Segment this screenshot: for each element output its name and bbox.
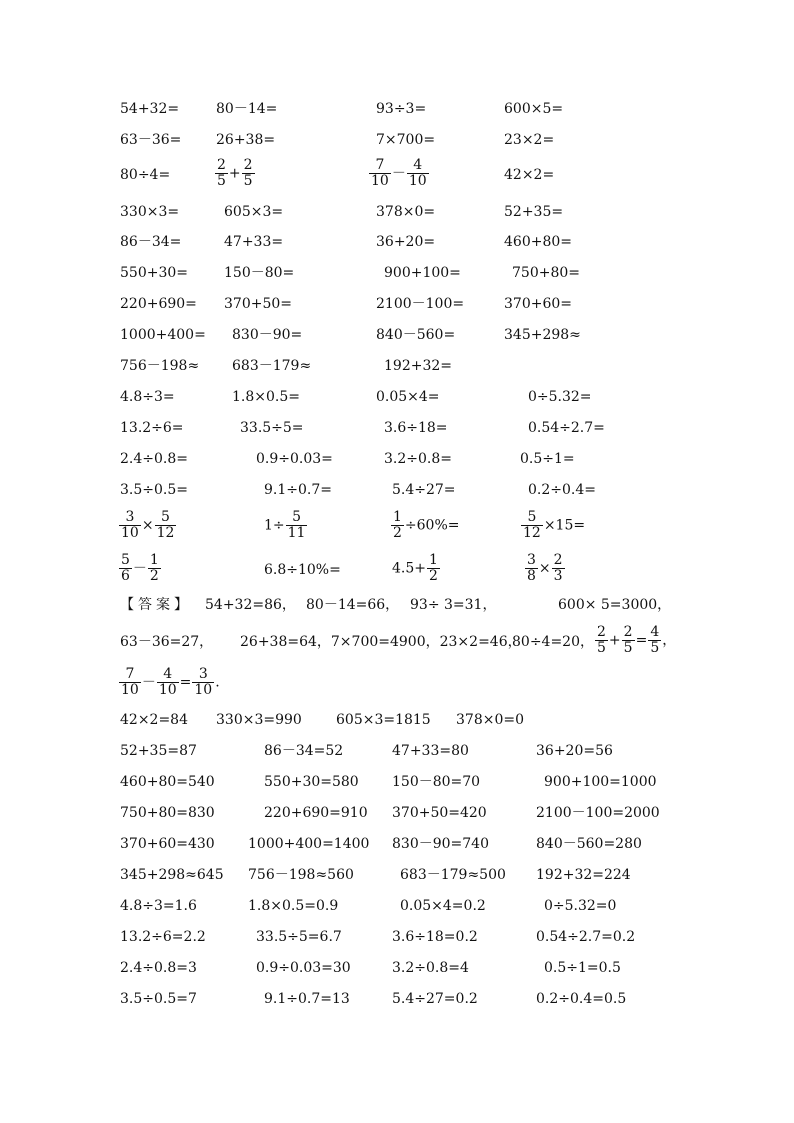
answer-a6-1: 460+80=540 xyxy=(120,774,215,790)
question-r14-c1: $\frac{3}{10}$ × $\frac{5}{12}$ xyxy=(121,509,175,541)
question-r12-c1: 2.4÷0.8= xyxy=(120,451,188,467)
question-r14-c3: $\frac{1}{2}$ ÷60%= xyxy=(393,509,460,541)
answer-a5-3: 47+33=80 xyxy=(392,743,469,759)
answer-a12-2: 0.9÷0.03=30 xyxy=(256,960,351,976)
question-r7-c3: 2100－100= xyxy=(376,296,465,312)
answer-a1-3: 93÷ 3=31， xyxy=(410,597,497,613)
answer-a9-2: 756－198≈560 xyxy=(248,867,354,883)
question-r3-c4: 42×2= xyxy=(504,167,555,183)
fraction: $\frac{3}{10}$ xyxy=(194,666,213,698)
question-r3-c1: 80÷4= xyxy=(120,167,171,183)
answer-a10-3: 0.05×4=0.2 xyxy=(400,898,486,914)
fraction: $\frac{2}{5}$ xyxy=(243,157,253,189)
fraction: $\frac{2}{5}$ xyxy=(217,157,226,189)
question-r11-c3: 3.6÷18= xyxy=(384,420,448,436)
question-r9-c2: 683－179≈ xyxy=(232,358,312,374)
answer-a11-1: 13.2÷6=2.2 xyxy=(120,929,206,945)
fraction: $\frac{5}{11}$ xyxy=(287,509,306,541)
answer-a4-1: 42×2=84 xyxy=(120,712,188,728)
question-r1-c3: 93÷3= xyxy=(376,101,427,117)
question-r10-c1: 4.8÷3= xyxy=(120,389,175,405)
answer-a12-3: 3.2÷0.8=4 xyxy=(392,960,469,976)
answer-a12-1: 2.4÷0.8=3 xyxy=(120,960,197,976)
question-r13-c4: 0.2÷0.4= xyxy=(528,482,596,498)
question-r12-c4: 0.5÷1= xyxy=(520,451,575,467)
answer-a12-4: 0.5÷1=0.5 xyxy=(544,960,621,976)
fraction: $\frac{2}{5}$ xyxy=(623,624,633,656)
answer-a11-3: 3.6÷18=0.2 xyxy=(392,929,478,945)
fraction: $\frac{3}{10}$ xyxy=(121,509,139,541)
question-r2-c2: 26+38= xyxy=(216,132,276,148)
answer-a6-2: 550+30=580 xyxy=(264,774,359,790)
question-r8-c1: 1000+400= xyxy=(120,327,206,343)
question-r4-c2: 605×3= xyxy=(224,204,284,220)
answer-a8-2: 1000+400=1400 xyxy=(248,836,370,852)
question-r15-c2: 6.8÷10%= xyxy=(264,562,341,578)
question-r6-c2: 150－80= xyxy=(224,265,295,281)
answer-a9-4: 192+32=224 xyxy=(536,867,631,883)
fraction: $\frac{3}{8}$ xyxy=(527,552,536,584)
question-r14-c2: 1÷ $\frac{5}{11}$ xyxy=(264,509,306,541)
answer-a9-3: 683－179≈500 xyxy=(400,867,506,883)
answer-a7-4: 2100－100=2000 xyxy=(536,805,660,821)
answer-a5-1: 52+35=87 xyxy=(120,743,197,759)
answer-a4-2: 330×3=990 xyxy=(216,712,302,728)
question-r15-c1: $\frac{5}{6}$ － $\frac{1}{2}$ xyxy=(121,552,159,584)
question-r6-c4: 750+80= xyxy=(512,265,580,281)
answer-a1-2: 80－14=66， xyxy=(306,597,400,613)
answer-a8-1: 370+60=430 xyxy=(120,836,215,852)
fraction: $\frac{4}{5}$ xyxy=(650,624,660,656)
question-r13-c3: 5.4÷27= xyxy=(392,482,456,498)
answer-a6-3: 150－80=70 xyxy=(392,774,481,790)
question-r10-c3: 0.05×4= xyxy=(376,389,440,405)
question-r5-c3: 36+20= xyxy=(376,234,436,250)
question-r3-c3: $\frac{7}{10}$ － $\frac{4}{10}$ xyxy=(371,157,427,189)
question-r11-c1: 13.2÷6= xyxy=(120,420,184,436)
question-r7-c4: 370+60= xyxy=(504,296,572,312)
question-r12-c3: 3.2÷0.8= xyxy=(384,451,452,467)
answer-a13-3: 5.4÷27=0.2 xyxy=(392,991,478,1007)
answer-a13-4: 0.2÷0.4=0.5 xyxy=(536,991,627,1007)
answer-a11-2: 33.5÷5=6.7 xyxy=(256,929,342,945)
fraction: $\frac{2}{3}$ xyxy=(553,552,563,584)
answer-a5-2: 86－34=52 xyxy=(264,743,344,759)
question-r15-c3: 4.5+ $\frac{1}{2}$ xyxy=(392,552,438,584)
question-r9-c1: 756－198≈ xyxy=(120,358,200,374)
answer-a8-4: 840－560=280 xyxy=(536,836,642,852)
question-r10-c2: 1.8×0.5= xyxy=(232,389,300,405)
answer-a4-3: 605×3=1815 xyxy=(336,712,431,728)
question-r14-c4: $\frac{5}{12}$ ×15= xyxy=(523,509,586,541)
question-r10-c4: 0÷5.32= xyxy=(528,389,592,405)
answer-a7-3: 370+50=420 xyxy=(392,805,487,821)
fraction: $\frac{1}{2}$ xyxy=(393,509,402,541)
fraction: $\frac{4}{10}$ xyxy=(408,157,427,189)
question-r1-c1: 54+32= xyxy=(120,101,180,117)
question-r4-c3: 378×0= xyxy=(376,204,436,220)
answer-a13-1: 3.5÷0.5=7 xyxy=(120,991,197,1007)
question-r8-c3: 840－560= xyxy=(376,327,456,343)
question-r11-c2: 33.5÷5= xyxy=(240,420,304,436)
fraction: $\frac{7}{10}$ xyxy=(371,157,389,189)
question-r2-c3: 7×700= xyxy=(376,132,436,148)
question-r8-c4: 345+298≈ xyxy=(504,327,581,343)
answer-a6-4: 900+100=1000 xyxy=(544,774,657,790)
fraction: $\frac{5}{12}$ xyxy=(523,509,541,541)
question-r15-c4: $\frac{3}{8}$ × $\frac{2}{3}$ xyxy=(527,552,563,584)
answer-a2-1: 63－36=27， xyxy=(120,634,214,650)
fraction: $\frac{1}{2}$ xyxy=(149,552,159,584)
question-r8-c2: 830－90= xyxy=(232,327,303,343)
question-r12-c2: 0.9÷0.03= xyxy=(256,451,333,467)
answer-a1-4: 600× 5=3000， xyxy=(558,597,672,613)
fraction: $\frac{1}{2}$ xyxy=(429,552,438,584)
answer-a11-4: 0.54÷2.7=0.2 xyxy=(536,929,636,945)
answer-a10-1: 4.8÷3=1.6 xyxy=(120,898,197,914)
question-r4-c1: 330×3= xyxy=(120,204,180,220)
question-r2-c4: 23×2= xyxy=(504,132,555,148)
question-r13-c1: 3.5÷0.5= xyxy=(120,482,188,498)
question-r2-c1: 63－36= xyxy=(120,132,182,148)
question-r13-c2: 9.1÷0.7= xyxy=(264,482,332,498)
answer-a8-3: 830－90=740 xyxy=(392,836,489,852)
question-r7-c1: 220+690= xyxy=(120,296,197,312)
answer-a1-1: 54+32=86， xyxy=(205,597,296,613)
answer-a7-2: 220+690=910 xyxy=(264,805,368,821)
question-r9-c3: 192+32= xyxy=(384,358,452,374)
question-r6-c3: 900+100= xyxy=(384,265,461,281)
question-r6-c1: 550+30= xyxy=(120,265,188,281)
fraction: $\frac{2}{5}$ xyxy=(597,624,606,656)
question-r1-c4: 600×5= xyxy=(504,101,564,117)
question-r1-c2: 80－14= xyxy=(216,101,278,117)
answer-a2-2: 26+38=64，7×700=4900，23×2=46， xyxy=(240,634,522,650)
question-r5-c2: 47+33= xyxy=(224,234,284,250)
question-r5-c4: 460+80= xyxy=(504,234,572,250)
fraction: $\frac{7}{10}$ xyxy=(121,666,139,698)
answer-a10-4: 0÷5.32=0 xyxy=(544,898,617,914)
fraction: $\frac{5}{6}$ xyxy=(121,552,130,584)
answer-a13-2: 9.1÷0.7=13 xyxy=(264,991,350,1007)
answer-a3: $\frac{7}{10}$ － $\frac{4}{10}$ = $\frac{3}{10}$ . xyxy=(121,666,220,698)
answer-a9-1: 345+298≈645 xyxy=(120,867,224,883)
question-r5-c1: 86－34= xyxy=(120,234,182,250)
answer-a7-1: 750+80=830 xyxy=(120,805,215,821)
fraction: $\frac{5}{12}$ xyxy=(156,509,175,541)
question-r3-c2: $\frac{2}{5}$ + $\frac{2}{5}$ xyxy=(217,157,253,189)
answer-a5-4: 36+20=56 xyxy=(536,743,613,759)
question-r11-c4: 0.54÷2.7= xyxy=(528,420,605,436)
fraction: $\frac{4}{10}$ xyxy=(158,666,177,698)
question-r4-c4: 52+35= xyxy=(504,204,564,220)
answer-a10-2: 1.8×0.5=0.9 xyxy=(248,898,339,914)
question-r7-c2: 370+50= xyxy=(224,296,292,312)
answer-a2-fraction: $\frac{2}{5}$ + $\frac{2}{5}$ = $\frac{4}{5}$ ， xyxy=(597,624,677,656)
answer-a4-4: 378×0=0 xyxy=(456,712,524,728)
answer-a2-3: 80÷4=20， xyxy=(512,634,594,650)
answer-label: 【答案】 xyxy=(120,597,192,613)
